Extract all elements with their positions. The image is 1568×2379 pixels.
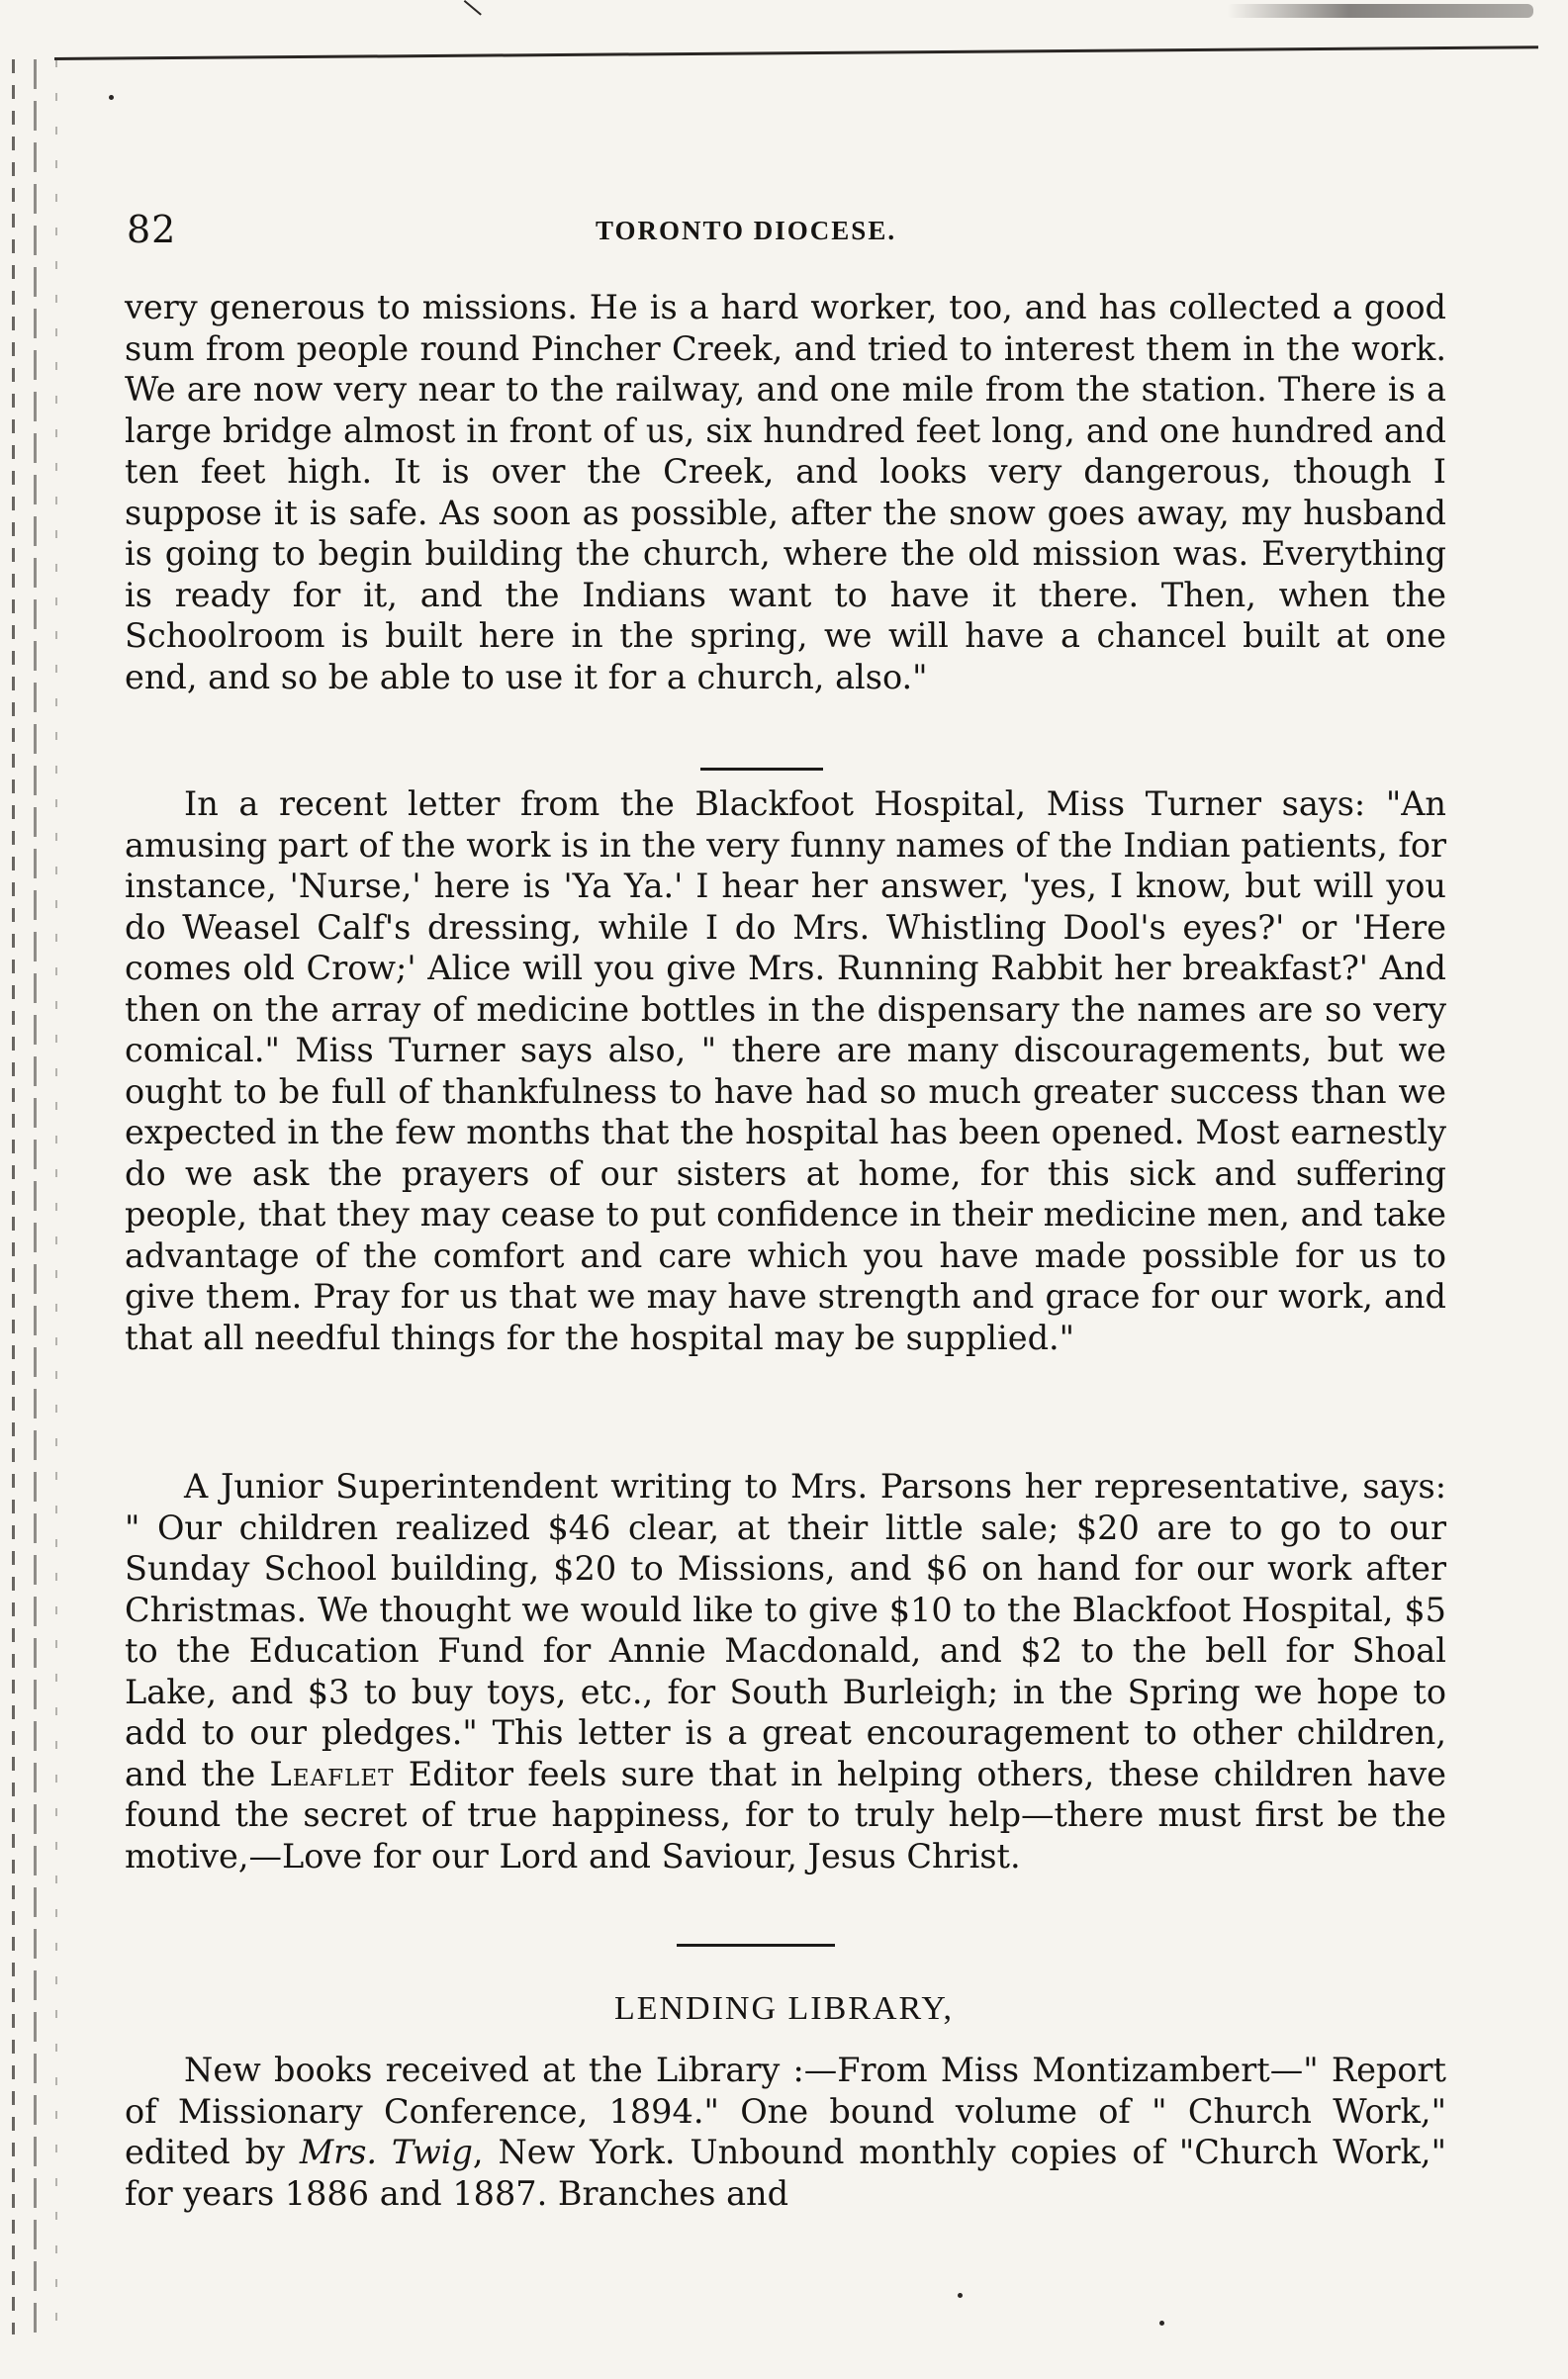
- continuation-paragraph: [125, 287, 1446, 697]
- ink-speck: [109, 95, 114, 100]
- section-divider: [700, 768, 823, 771]
- lending-library-heading: LENDING LIBRARY,: [613, 1990, 955, 2027]
- page-number: 82: [127, 208, 177, 251]
- paragraph-text-part: Editor feels sure that in helping others, these children have found the secret of true happiness, for to truly help—there must first be the motive,—Love for our Lord and Saviour, Jesus Christ.: [125, 1754, 1446, 1876]
- paragraph-text: [125, 1466, 1446, 1876]
- paragraph-text: very generous to missions. He is a hard worker, too, and has collected a good sum from people round Pincher Creek, and tried to interest them in the work. We are now very near to the railway, and one mile from the station. There is a large bridge almost in front of us, six hundred feet long, and one hundred and ten feet high. It is over the Creek, and looks very dangerous, though I suppose it is safe. As soon as possible, after the snow goes away, my husband is going to begin building the church, where the old mission was. Everything is ready for it, and the Indians want to have it there. Then, when the Schoolroom is built here in the spring, we will have a chancel built at one end, and so be able to use it for a church, also.": [125, 288, 1446, 696]
- hospital-letter-paragraph: [125, 783, 1446, 1358]
- running-head: [127, 208, 1432, 257]
- ink-speck: [958, 2293, 963, 2298]
- section-divider: [677, 1944, 835, 1947]
- lending-library-paragraph: [125, 2050, 1446, 2214]
- paragraph-text: In a recent letter from the Blackfoot Hospital, Miss Turner says: "An amusing part of the work is in the very funny names of the Indian patients, for instance, 'Nurse,' here is 'Ya Ya.' I hear her answer, 'yes, I know, but will you do Weasel Calf's dressing, while I do Mrs. Whistling Dool's eyes?' or 'Here comes old Crow;' Alice will you give Mrs. Running Rabbit her breakfast?' And then on the array of medicine bottles in the dispensary the names are so very comical." Miss Turner says also, " there are many discouragements, but we ought to be full of thankfulness to have had so much greater success than we expected in the few months that the hospital has been opened. Most earnestly do we ask the prayers of our sisters at home, for this sick and suffering people, that they may cease to put confidence in their medicine men, and take advantage of the comfort and care which you have made possible for us to give them. Pray for us that we may have strength and grace for our work, and that all needful things for the hospital may be supplied.": [125, 784, 1446, 1357]
- running-title: TORONTO DIOCESE.: [596, 216, 897, 245]
- leaflet-name: Leaflet: [269, 1754, 395, 1793]
- paragraph-text: [125, 2050, 1446, 2214]
- editor-name: Mrs. Twig: [299, 2133, 473, 2171]
- paragraph-text-part: A Junior Superintendent writing to Mrs. Parsons her representative, says: " Our children realized $46 clear, at their little sale; $20 are to go to our Sunday School building, $20 to Missions, and $6 on hand for our work after Christmas. We thought we would like to give $10 to the Blackfoot Hospital, $5 to the Education Fund for Annie Macdonald, and $2 to the bell for Shoal Lake, and $3 to buy toys, etc., for South Burleigh; in the Spring we hope to add to our pledges." This letter is a great encouragement to other children, and the: [125, 1467, 1446, 1793]
- ink-speck: [1159, 2321, 1164, 2326]
- paragraph-text-part: New books received at the Library :—From Miss Montizambert—" Report of Missionary Conference, 1894." One bound volume of " Church Work," edited by: [125, 2051, 1446, 2171]
- junior-superintendent-paragraph: [125, 1466, 1446, 1876]
- top-rule: [54, 46, 1538, 60]
- top-edge-mark: [464, 0, 482, 16]
- paragraph-text-part: , New York. Unbound monthly copies of "Church Work," for years 1886 and 1887. Branches and: [125, 2133, 1446, 2213]
- top-edge-smudge: [1227, 4, 1533, 18]
